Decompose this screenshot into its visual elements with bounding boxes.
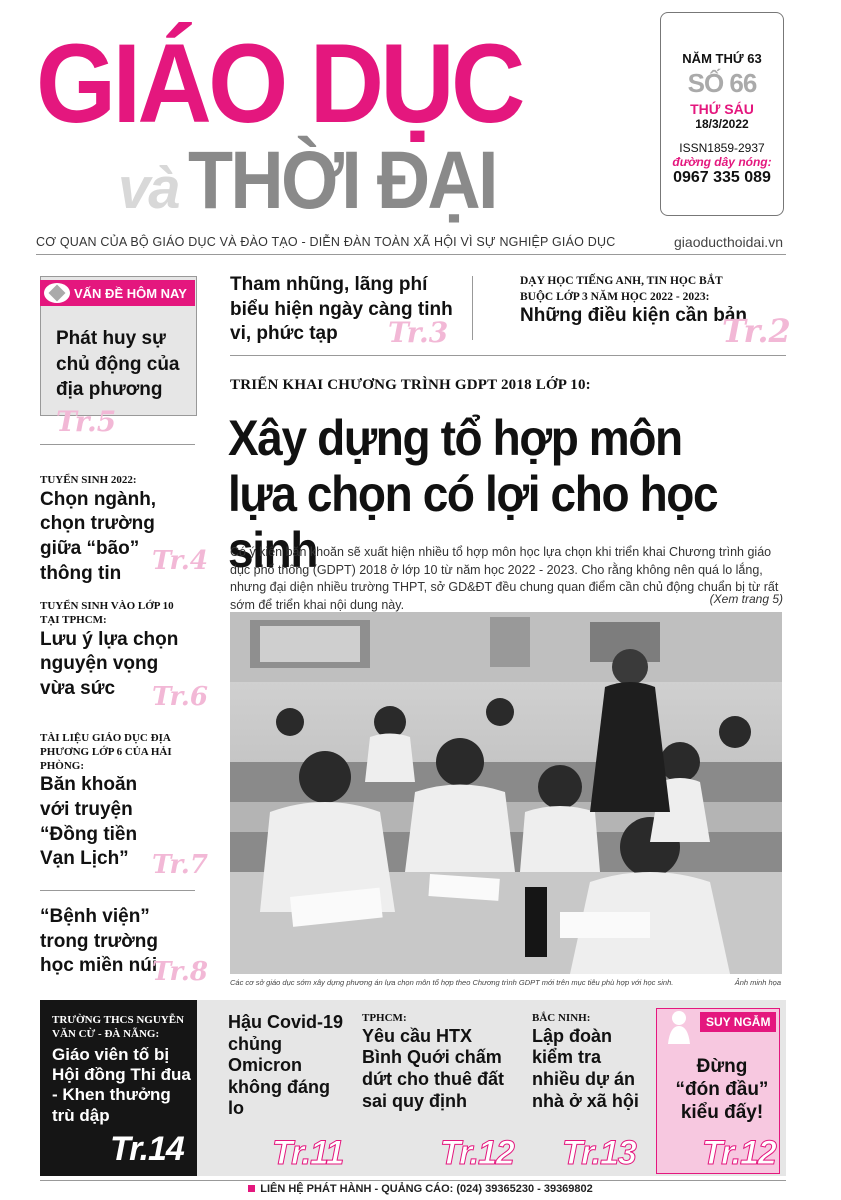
story-title: Băn khoăn với truyện “Đồng tiền Vạn Lịch” <box>40 774 138 870</box>
story-title: Lưu ý lựa chọn nguyện vọng vừa sức <box>40 628 179 699</box>
page-ref: Tr.2 <box>722 312 791 350</box>
story-kicker: DẠY HỌC TIẾNG ANH, TIN HỌC BẮT BUỘC LỚP 3 NĂM HỌC 2022 - 2023: <box>520 275 723 303</box>
story-title: Chọn ngành, chọn trường giữa “bão” thông tin <box>40 488 157 584</box>
story-title: Tham nhũng, lãng phí biểu hiện ngày càng tinh vi, phức tạp <box>230 274 453 345</box>
story-title: Yêu cầu HTX Bình Quới chấm dứt cho thuê đất sai quy định <box>362 1025 505 1111</box>
teaser-story[interactable] <box>230 273 455 347</box>
page-ref: Tr.6 <box>152 682 208 712</box>
bullet-icon <box>248 1185 255 1192</box>
page-ref: Tr.11 <box>272 1134 344 1172</box>
divider <box>40 1180 786 1181</box>
divider <box>40 444 195 445</box>
bottom-story[interactable] <box>228 1012 348 1120</box>
bottom-story-dark[interactable] <box>40 1000 197 1176</box>
thinker-icon <box>664 1010 694 1044</box>
divider <box>230 355 786 356</box>
footer-contact: LIÊN HỆ PHÁT HÀNH - QUẢNG CÁO: (024) 39365230 - 39369802 <box>0 1183 841 1195</box>
issue-year: NĂM THỨ 63 <box>682 51 762 66</box>
page-ref: Tr.12 <box>702 1134 776 1172</box>
page-ref: Tr.5 <box>56 404 117 438</box>
logo-giao-duc: GIÁO DỤC <box>36 21 522 146</box>
main-lead: Có ý kiến băn khoăn sẽ xuất hiện nhiều tổ hợp môn học lựa chọn khi triển khai Chương trình giáo dục phổ thông (GDPT) 2018 ở lớp 10 từ năm học 2022 - 2023. Cho rằng không nên quá lo lắng, nhưng đại diện nhiều trường THPT, sở GD&ĐT đều chung quan điểm cần chủ động chuẩn bị từ rất sớm để triển khai nội dung này. <box>230 545 779 612</box>
reflection-title: Đừng “đón đầu” kiểu đấy! <box>675 1056 769 1123</box>
bottom-story[interactable] <box>362 1012 512 1112</box>
today-label: VẤN ĐỀ HÔM NAY <box>40 280 195 306</box>
page-ref: Tr.13 <box>562 1134 636 1172</box>
bottom-story[interactable] <box>532 1012 647 1112</box>
story-kicker: TUYỂN SINH 2022: <box>40 474 137 486</box>
website-link[interactable]: giaoducthoidai.vn <box>674 234 783 250</box>
page-ref: Tr.4 <box>152 546 208 576</box>
sidebar-story[interactable] <box>40 732 208 880</box>
story-kicker: TUYỂN SINH VÀO LỚP 10 TẠI TPHCM: <box>40 600 174 626</box>
page-ref: Tr.14 <box>110 1130 184 1168</box>
story-title: Giáo viên tố bị Hội đồng Thi đua - Khen thưởng trù dập <box>52 1044 191 1125</box>
classroom-photo <box>230 612 782 974</box>
sidebar-story[interactable] <box>40 474 208 587</box>
issue-date: 18/3/2022 <box>695 117 749 131</box>
main-headline[interactable]: Xây dựng tổ hợp môn lựa chọn có lợi cho học sinh <box>228 410 718 578</box>
page-ref: Tr.3 <box>388 316 449 349</box>
issue-weekday: THỨ SÁU <box>690 101 754 117</box>
divider <box>472 276 473 340</box>
issn: ISSN1859-2937 <box>679 141 765 155</box>
issue-number: SỐ 66 <box>687 68 757 98</box>
page-reference[interactable]: (Xem trang 5) <box>709 592 783 606</box>
teaser-story-title[interactable]: Những điều kiện cần bản <box>520 305 748 326</box>
story-title: “Bệnh viện” trong trường học miền núi <box>40 906 159 977</box>
issue-info-box <box>660 12 784 216</box>
story-kicker: TPHCM: <box>362 1012 407 1024</box>
logo-va: và <box>118 156 179 221</box>
story-kicker: TÀI LIỆU GIÁO DỤC ĐỊA PHƯƠNG LỚP 6 CỦA HẢI PHÒNG: <box>40 732 172 772</box>
sidebar-story[interactable] <box>40 600 208 712</box>
gem-icon <box>44 283 70 303</box>
today-title[interactable]: Phát huy sự chủ động của địa phương Tr.5 <box>56 328 180 438</box>
page-ref: Tr.12 <box>440 1134 514 1172</box>
divider <box>40 890 195 891</box>
photo-illustration <box>230 612 782 974</box>
photo-caption: Các cơ sở giáo dục sớm xây dựng phương án lựa chọn môn tổ hợp theo Chương trình GDPT mới trên mục tiêu phù hợp với học sinh. <box>230 978 674 987</box>
hotline-label: đường dây nóng: <box>672 155 772 169</box>
page-ref: Tr.8 <box>152 957 208 987</box>
story-title: Hậu Covid-19 chủng Omicron không đáng lo <box>228 1012 344 1119</box>
main-kicker: TRIỂN KHAI CHƯƠNG TRÌNH GDPT 2018 LỚP 10: <box>230 377 591 393</box>
story-kicker: BẮC NINH: <box>532 1012 591 1024</box>
page-ref: Tr.7 <box>152 850 208 880</box>
tagline: CƠ QUAN CỦA BỘ GIÁO DỤC VÀ ĐÀO TẠO - DIỄN ĐÀN TOÀN XÃ HỘI VÌ SỰ NGHIỆP GIÁO DỤC <box>36 235 616 249</box>
logo-thoi-dai: THỜI ĐẠI <box>188 135 496 226</box>
sidebar-story[interactable] <box>40 905 208 987</box>
hotline-number: 0967 335 089 <box>673 169 771 186</box>
story-title: Lập đoàn kiểm tra nhiều dự án nhà ở xã hội <box>532 1025 639 1111</box>
reflection-label: SUY NGẪM <box>700 1012 776 1032</box>
photo-credit: Ảnh minh họa <box>734 978 781 987</box>
story-kicker: TRƯỜNG THCS NGUYỄN VĂN CỪ - ĐÀ NẴNG: <box>52 1014 185 1040</box>
